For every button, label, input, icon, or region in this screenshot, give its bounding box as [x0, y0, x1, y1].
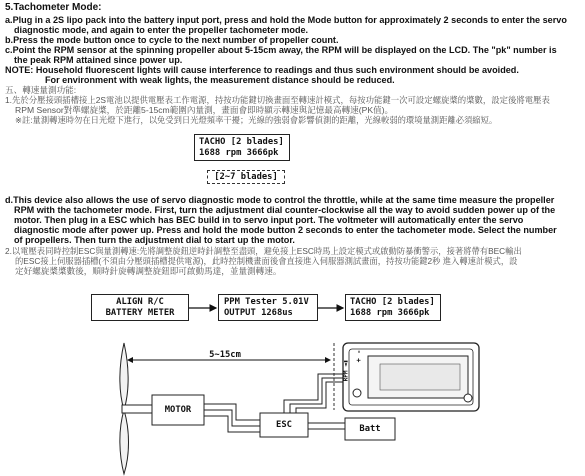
section-title: 5.Tachometer Mode:: [5, 2, 102, 13]
battery-label: Batt: [359, 424, 381, 434]
instruction-d-line1: d.This device also allows the use of servo diagnostic mode to control the throttle, while at the same time measure the propeller: [5, 195, 555, 205]
instruction-c-line1: c.Point the RPM sensor at the spinning propeller about 5-15cm away, the RPM will be displayed on the LCD. The "pk" number is: [5, 45, 557, 55]
instruction-d-line3: motor. Then plug in a ESC which has BEC build in to servo input port. The voltmeter will automatically enter the servo: [14, 215, 524, 225]
tacho-line1: TACHO [2 blades]: [199, 136, 284, 147]
ppm-line1: PPM Tester 5.01V: [224, 296, 309, 307]
tacho-line2: 1688 rpm 3666pk: [199, 147, 279, 158]
ppm-line2: OUTPUT 1268us: [224, 307, 293, 318]
instruction-b: b.Press the mode button once to cycle to the next number of propeller count.: [5, 35, 339, 45]
instruction-d-line2: RPM with the tachometer mode. First, turn the adjustment dial counter-clockwise all the way to avoid sudden power up of the: [14, 205, 556, 215]
note-line1: NOTE: Household fluorescent lights will cause interference to readings and thus such environment should be avoided.: [5, 65, 519, 75]
align-line1: ALIGN R/C: [116, 296, 164, 307]
zh-section-title: 五、轉速量測功能:: [5, 85, 77, 95]
device-rpm-label: RPM ◄▮: [342, 359, 350, 382]
distance-label: 5~15cm: [209, 350, 241, 360]
device-buttons-label: + -: [355, 349, 363, 363]
zh2-line1: 2.以電壓表同時控制ESC與量測轉速:先將調整旋鈕逆時針調整至盡頭，避免接上ESC時馬上設定模式或啟動防暴衝警示，接著將帶有BEC輸出: [5, 246, 522, 256]
blades-range-box: [2~7 blades]: [207, 170, 285, 184]
instruction-d-line4: diagnostic mode after power up. Press and hold the mode button 2 seconds to enter the tachometer mode. Select the number: [14, 225, 557, 235]
motor-label: MOTOR: [164, 405, 192, 415]
instruction-a-line1: a.Plug in a 2S lipo pack into the battery input port, press and hold the Mode button for approximately 2 seconds to enter the servo: [5, 15, 567, 25]
esc-label: ESC: [276, 420, 292, 430]
propeller-icon: [120, 343, 152, 474]
note-line2: For environment with weak lights, the measurement distance should be reduced.: [45, 75, 395, 85]
instruction-d-line5: of propellers. Then turn the adjustment dial to start up the motor.: [14, 235, 295, 245]
zh2-line2: 的ESC接上伺服器插槽(不須由分壓頭插槽提供電源)，此時控制機畫面後會直接進入伺服器測試畫面，持按功能鍵2秒 進入轉速計模式，設: [15, 256, 518, 266]
battery-meter-device-icon: [343, 343, 479, 411]
tacho-flow-line1: TACHO [2 blades]: [350, 296, 435, 307]
zh2-line3: 定好螺旋槳槳數後，順時針旋轉調整旋鈕即可啟動馬達，並量測轉速。: [15, 266, 282, 276]
tacho-flow-line2: 1688 rpm 3666pk: [350, 307, 430, 318]
zh-line1: 1.先於分壓接頭插槽接上2S電池以提供電壓表工作電源，持按功能鍵切換畫面至轉速計模式，每按功能鍵一次可設定螺旋槳的槳數，設定後將電壓表: [5, 95, 550, 105]
instruction-c-line2: the peak RPM attained since power up.: [14, 55, 183, 65]
zh-line2: RPM Sensor對準螺旋槳，於距離5-15cm範圍內量測，畫面會即時顯示轉速與記憶最高轉速(PK值)。: [15, 105, 394, 115]
align-line2: BATTERY METER: [105, 307, 175, 318]
zh-note: ※註:量測轉速時勿在日光燈下進行，以免受到日光燈頻率干擾；光線的強弱會影響偵測的距離，光線較弱的環境量測距離必須縮短。: [15, 115, 498, 125]
instruction-a-line2: diagnostic mode, and again to enter the propeller tachometer mode.: [14, 25, 309, 35]
